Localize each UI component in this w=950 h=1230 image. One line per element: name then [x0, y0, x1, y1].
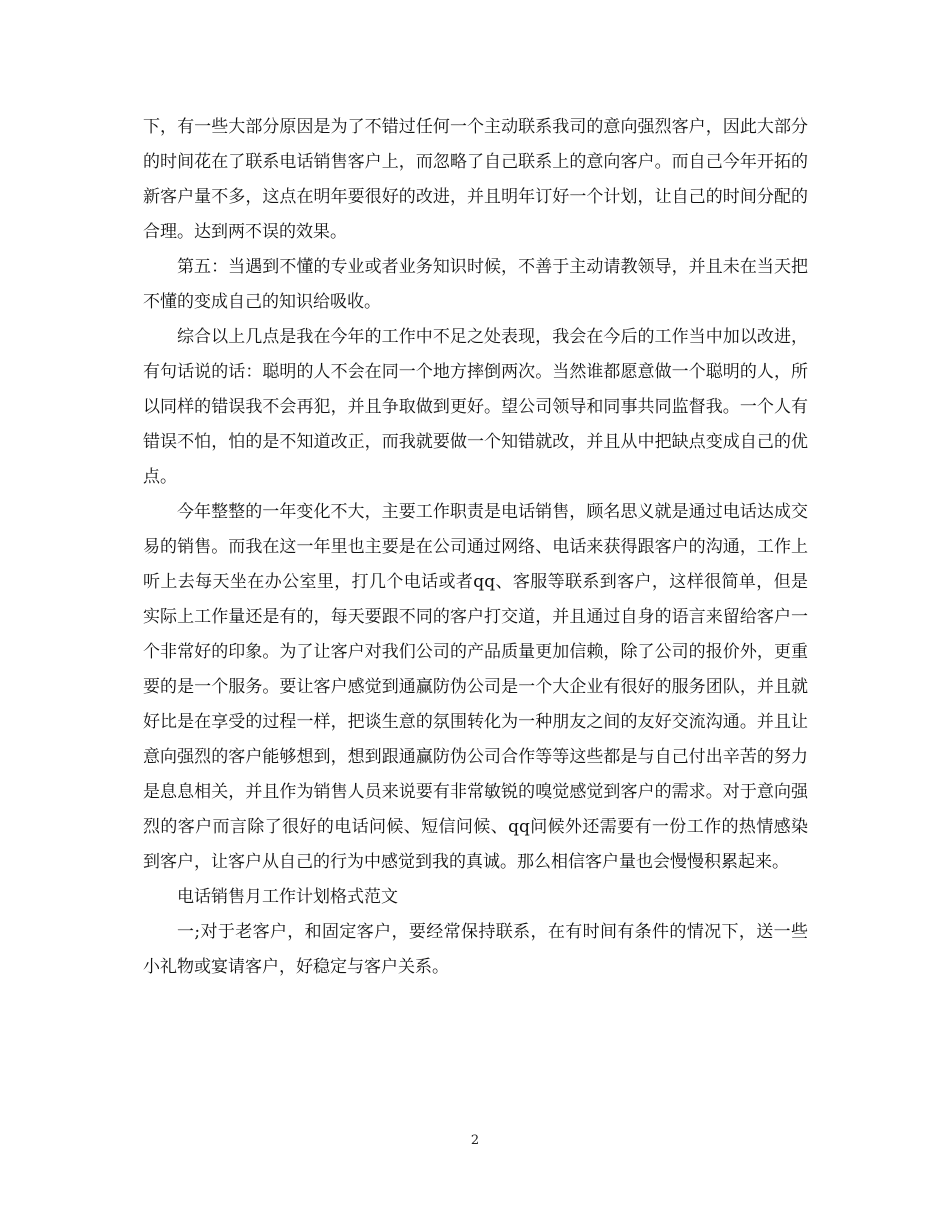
paragraph-4: 今年整整的一年变化不大，主要工作职责是电话销售，顾名思义就是通过电话达成交易的销售。而我在这一年里也主要是在公司通过网络、电话来获得跟客户的沟通，工作上听上去每天坐在办公室里，打几个电话或者qq、客服等联系到客户，这样很简单，但是实际上工作量还是有的，每天要跟不同的客户打交道，并且通过自身的语言来留给客户一个非常好的印象。为了让客户对我们公司的产品质量更加信赖，除了公司的报价外，更重要的是一个服务。要让客户感觉到通赢防伪公司是一个大企业有很好的服务团队，并且就好比是在享受的过程一样，把谈生意的氛围转化为一种朋友之间的友好交流沟通。并且让意向强烈的客户能够想到，想到跟通赢防伪公司合作等等这些都是与自己付出辛苦的努力是息息相关，并且作为销售人员来说要有非常敏锐的嗅觉感觉到客户的需求。对于意向强烈的客户而言除了很好的电话问候、短信问候、qq问候外还需要有一份工作的热情感染到客户，让客户从自己的行为中感觉到我的真诚。那么相信客户量也会慢慢积累起来。: [143, 502, 808, 872]
paragraph-2: 第五：当遇到不懂的专业或者业务知识时候，不善于主动请教领导，并且未在当天把不懂的变成自己的知识给吸收。: [143, 257, 808, 312]
paragraph-3: 综合以上几点是我在今年的工作中不足之处表现，我会在今后的工作当中加以改进，有句话说的话：聪明的人不会在同一个地方摔倒两次。当然谁都愿意做一个聪明的人，所以同样的错误我不会再犯，并且争取做到更好。望公司领导和同事共同监督我。一个人有错误不怕，怕的是不知道改正，而我就要做一个知错就改，并且从中把缺点变成自己的优点。: [143, 327, 808, 487]
section-heading: 电话销售月工作计划格式范文: [177, 887, 398, 907]
paragraph-5: 一;对于老客户，和固定客户，要经常保持联系，在有时间有条件的情况下，送一些小礼物或宴请客户，好稳定与客户关系。: [143, 922, 808, 977]
document-body: [143, 110, 808, 985]
page-number: 2: [470, 1133, 480, 1148]
paragraph-1: 下，有一些大部分原因是为了不错过任何一个主动联系我司的意向强烈客户，因此大部分的时间花在了联系电话销售客户上，而忽略了自己联系上的意向客户。而自己今年开拓的新客户量不多，这点在明年要很好的改进，并且明年订好一个计划，让自己的时间分配的合理。达到两不误的效果。: [143, 117, 808, 242]
